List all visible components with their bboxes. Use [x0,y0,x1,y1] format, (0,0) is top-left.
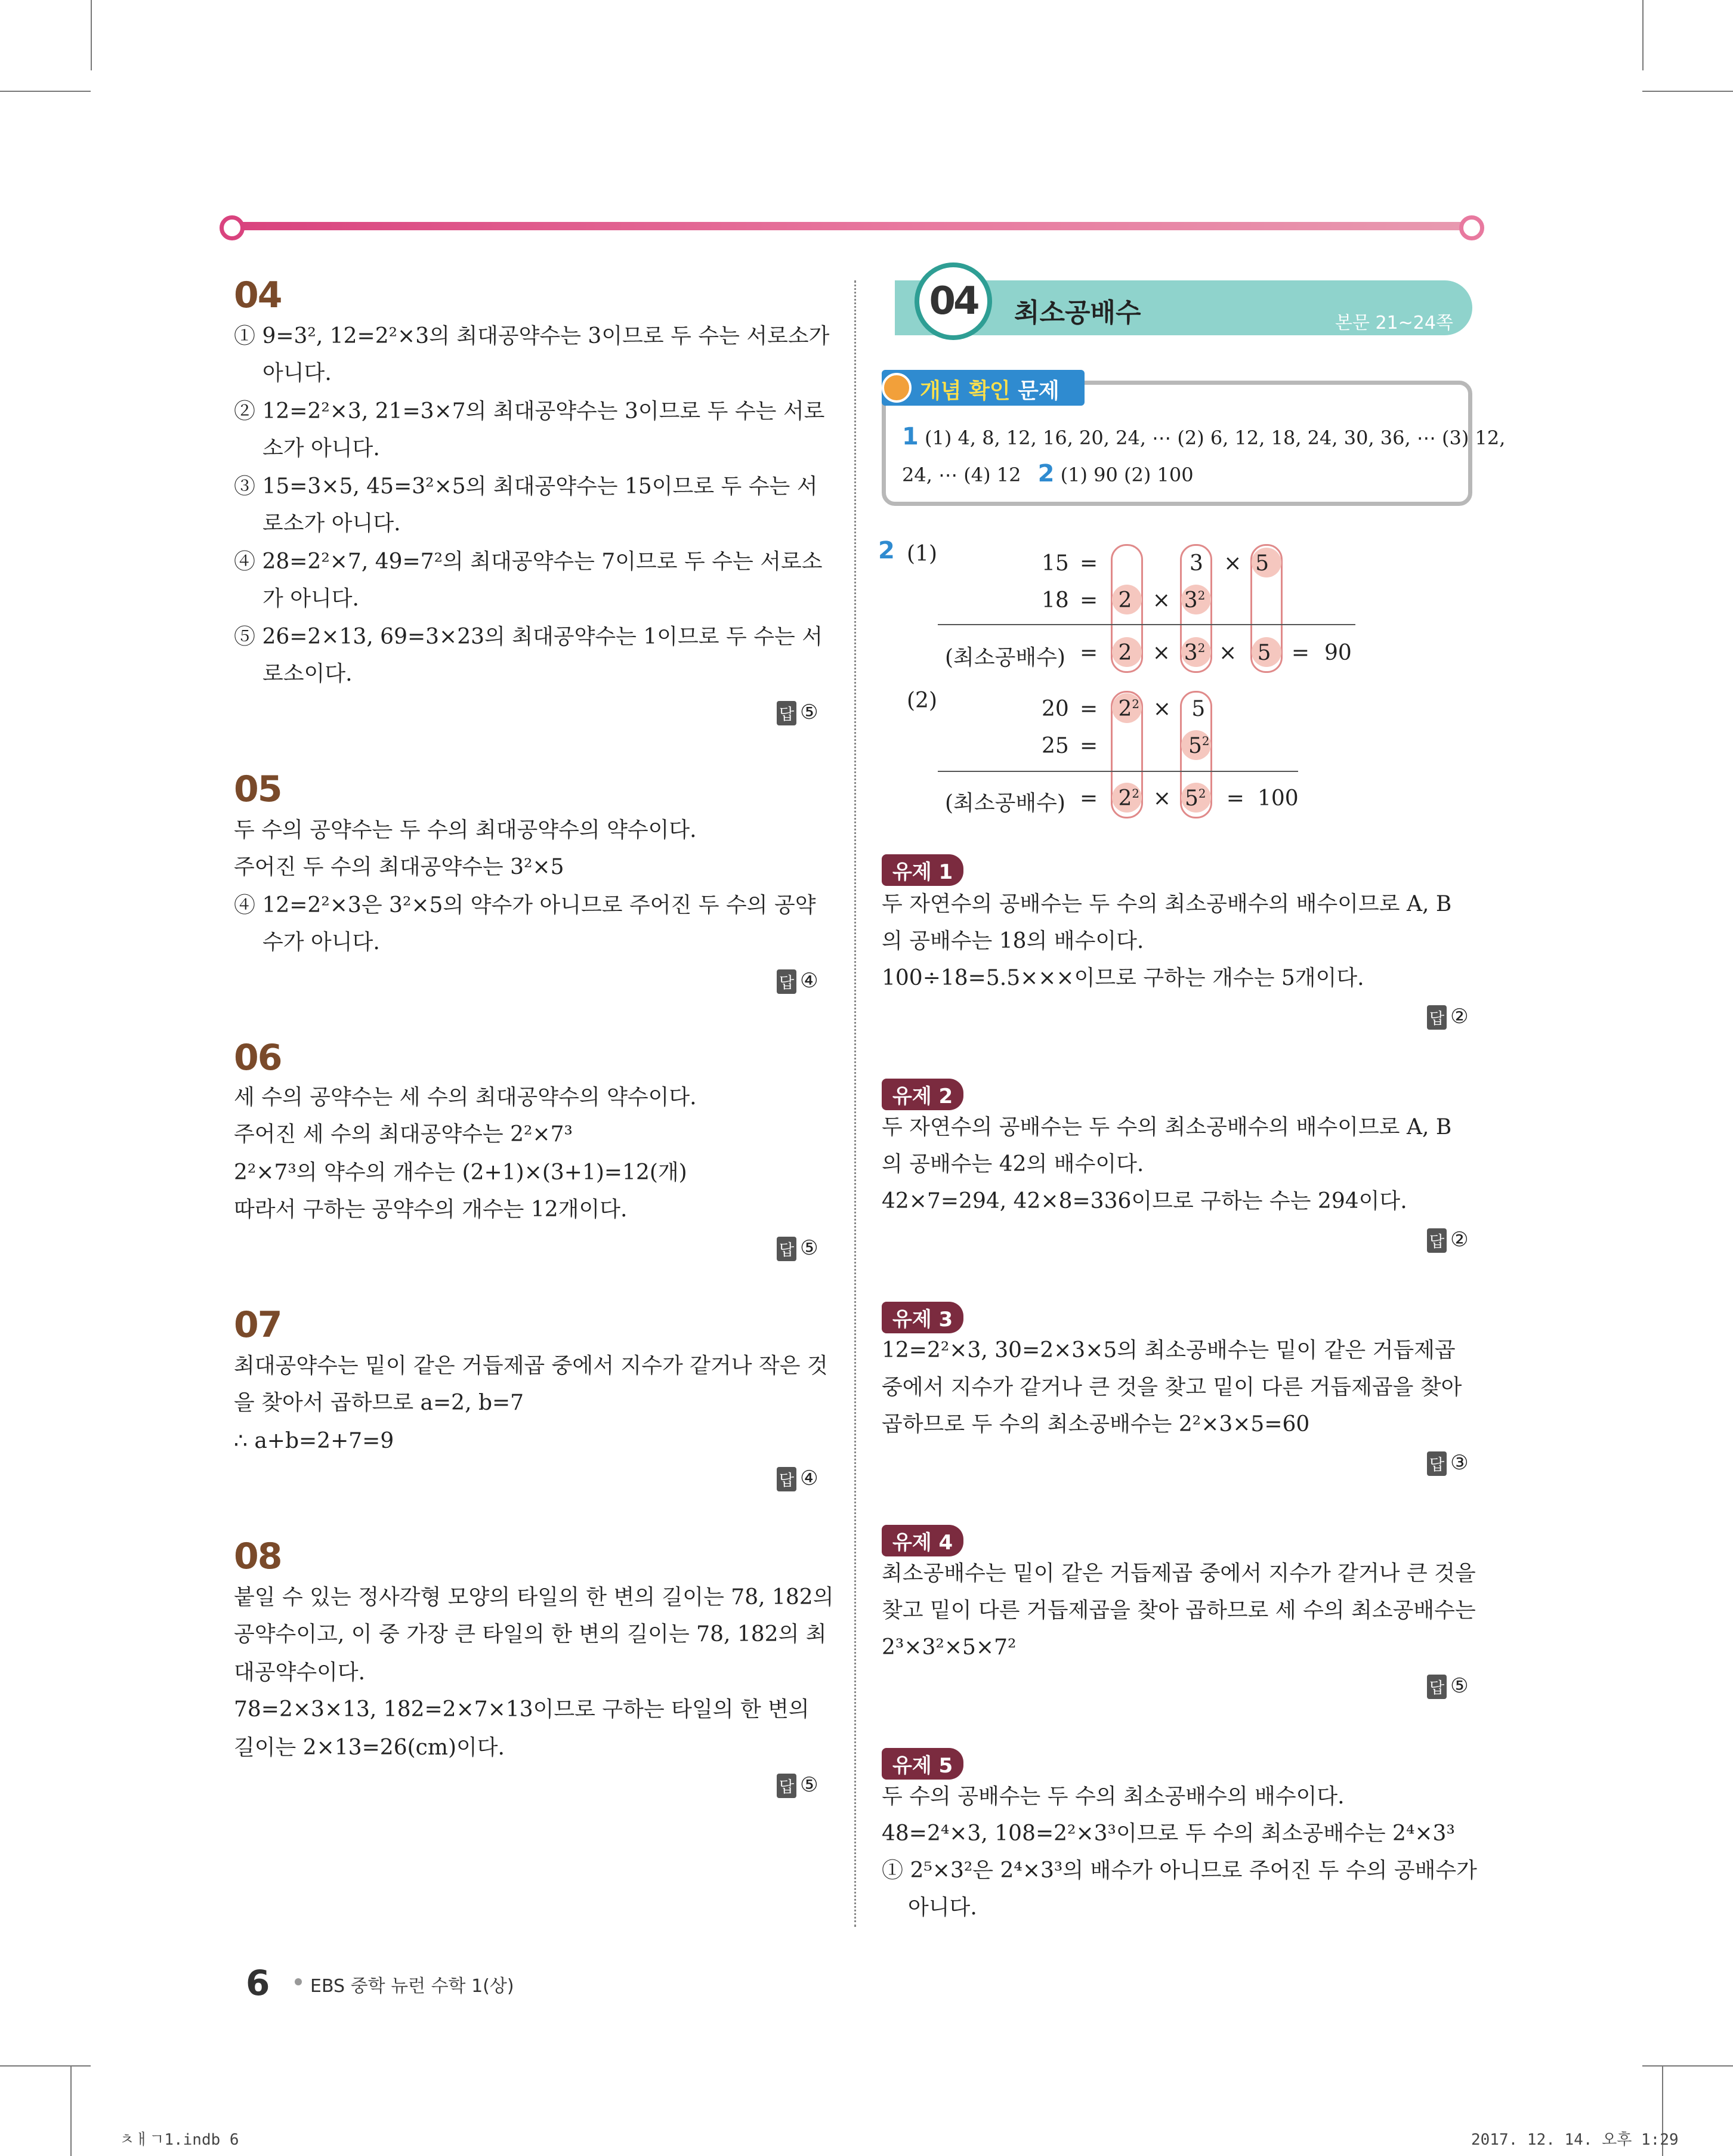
text-line: 따라서 구하는 공약수의 개수는 12개이다. [234,1197,628,1222]
text-line: 주어진 세 수의 최대공약수는 2²×7³ [234,1122,573,1147]
lcm-result: 100 [1258,786,1299,811]
text-line: 공약수이고, 이 중 가장 큰 타일의 한 변의 길이는 78, 182의 최 [234,1622,827,1647]
text-line: 길이는 2×13=26(cm)이다. [234,1735,505,1760]
answer-value: ⑤ [1450,1674,1469,1698]
answer-label: 답 [1427,1228,1447,1253]
print-slug-left: ㅊㅐㄱ1.indb 6 [119,2131,239,2149]
factor-row: = $2^2 \times 5$ [1080,697,1206,721]
text-line: 48=2⁴×3, 108=2²×3³이므로 두 수의 최소공배수는 2⁴×3³ [882,1821,1455,1846]
question-number: 08 [234,1536,282,1577]
crop-mark [0,2065,91,2067]
column-divider [854,280,856,1927]
answer-label: 답 [777,1467,796,1491]
bullet-dot [295,1978,302,1985]
crop-mark [1642,2065,1733,2067]
text-line: 로소가 아니다. [262,511,401,536]
text-line: 2³×3²×5×7² [882,1635,1017,1660]
table-rule [938,624,1355,625]
exercise-tag: 유제 4 [882,1525,963,1556]
page-number: 6 [246,1963,270,2003]
answer [777,700,818,725]
answer [777,1466,818,1491]
text-line: 가 아니다. [262,586,359,611]
answer [1427,1674,1469,1699]
factor-row: = $2 \times 3^2 \times 5$ = [1080,641,1310,665]
factor-row: $5^2$ [1188,734,1210,758]
factor-row-number: 15 [1042,551,1069,576]
answer-label: 답 [777,701,796,725]
sub-problem-label: (2) [907,688,937,713]
answer-label: 답 [1427,1005,1447,1030]
problem-number: 2 [878,537,895,564]
text-line: 세 수의 공약수는 세 수의 최대공약수의 약수이다. [234,1085,697,1110]
text-line: 12=2²×3, 30=2×3×5의 최소공배수는 밑이 같은 거듭제곱 [882,1338,1456,1363]
question-number: 06 [234,1037,282,1079]
answer-label: 답 [1427,1451,1447,1476]
answer-value: ② [1450,1005,1469,1028]
crop-mark [70,2065,72,2156]
text-line: 수가 아니다. [262,930,380,955]
question-number: 04 [234,274,282,316]
answer-value: ⑤ [800,1773,818,1797]
table-rule [938,771,1298,772]
text-line: 두 자연수의 공배수는 두 수의 최소공배수의 배수이므로 A, B [882,1115,1452,1139]
text-line: 중에서 지수가 같거나 큰 것을 찾고 밑이 다른 거듭제곱을 찾아 [882,1375,1462,1400]
print-slug-right: 2017. 12. 14. 오후 1:29 [1471,2131,1679,2149]
lightbulb-icon [882,373,912,403]
answer-label: 답 [777,969,796,994]
answer [777,969,818,994]
text-line: 의 공배수는 18의 배수이다. [882,929,1144,953]
answer-value: ③ [1450,1451,1469,1475]
exercise-tag: 유제 2 [882,1079,963,1110]
text-line: 주어진 두 수의 최대공약수는 3²×5 [234,855,564,879]
text-line: 붙일 수 있는 정사각형 모양의 타일의 한 변의 길이는 78, 182의 [234,1585,834,1610]
answer-value: ② [1450,1228,1469,1252]
answer-label: 답 [1427,1675,1447,1699]
section-title: 최소공배수 [1014,298,1141,328]
text-line: ∴ a+b=2+7=9 [234,1429,394,1453]
text-line: 대공약수이다. [234,1660,366,1685]
answer-label: 답 [777,1237,796,1261]
exercise-tag: 유제 1 [882,854,963,886]
text-line: 두 수의 공배수는 두 수의 최소공배수의 배수이다. [882,1784,1345,1809]
crop-mark [1642,91,1733,92]
answer-value: ④ [800,1466,818,1490]
factor-row: = [1080,551,1098,576]
book-title: EBS 중학 뉴런 수학 1(상) [310,1976,514,1997]
lcm-result: 90 [1324,641,1352,665]
text-line: 아니다. [262,361,332,385]
answer-value: ④ [800,969,818,993]
page-reference: 본문 21~24쪽 [1335,313,1453,333]
top-ribbon [236,222,1476,230]
answer [1427,1228,1469,1253]
text-line: 최대공약수는 밑이 같은 거듭제곱 중에서 지수가 같거나 작은 것 [234,1354,828,1378]
crop-mark [0,91,91,92]
factor-row: 3 × 5 [1190,551,1269,576]
factor-row: = $2^2 \times 5^2$ = [1080,786,1244,811]
lcm-label: (최소공배수) [945,791,1065,816]
text-line: ① 2⁵×3²은 2⁴×3³의 배수가 아니므로 주어진 두 수의 공배수가 [882,1858,1477,1883]
ribbon-end-dot [220,215,245,240]
text-line: 두 수의 공약수는 두 수의 최대공약수의 약수이다. [234,818,697,842]
crop-mark [91,0,92,70]
answer [777,1236,818,1261]
question-number: 07 [234,1304,282,1346]
text-line: ④ 12=2²×3은 3²×5의 약수가 아니므로 주어진 두 수의 공약 [234,893,816,918]
text-line: 로소이다. [262,662,353,686]
question-number: 05 [234,768,282,810]
text-line: 아니다. [908,1895,977,1920]
exercise-tag: 유제 3 [882,1302,963,1333]
factor-row: = $2 \times 3^2$ [1080,588,1206,613]
answer-label: 답 [777,1774,796,1798]
factor-row-number: 25 [1042,734,1069,758]
text-line: ④ 28=2²×7, 49=7²의 최대공약수는 7이므로 두 수는 서로소 [234,549,823,574]
text-line: 78=2×3×13, 182=2×7×13이므로 구하는 타일의 한 변의 [234,1697,810,1722]
text-line: 의 공배수는 42의 배수이다. [882,1152,1144,1176]
text-line: ⑤ 26=2×13, 69=3×23의 최대공약수는 1이므로 두 수는 서 [234,625,823,649]
text-line: 2²×7³의 약수의 개수는 (2+1)×(3+1)=12(개) [234,1160,687,1185]
text-line: 소가 아니다. [262,436,380,461]
text-line: ② 12=2²×3, 21=3×7의 최대공약수는 3이므로 두 수는 서로 [234,399,825,424]
answer [777,1773,818,1798]
factor-row-number: 18 [1042,588,1069,613]
answer-value: ⑤ [800,1236,818,1260]
crop-mark [1642,0,1644,70]
concept-answer-line: 1 (1) 4, 8, 12, 16, 20, 24, ⋯ (2) 6, 12, 18, 24, 30, 36, ⋯ (3) 12, [902,423,1506,450]
concept-answer-line: 24, ⋯ (4) 12 2 (1) 90 (2) 100 [902,460,1194,487]
text-line: 두 자연수의 공배수는 두 수의 최소공배수의 배수이므로 A, B [882,892,1452,916]
text-line: ③ 15=3×5, 45=3²×5의 최대공약수는 15이므로 두 수는 서 [234,474,818,499]
answer [1427,1451,1469,1476]
sub-problem-label: (1) [907,542,937,566]
factor-row-number: 20 [1042,697,1069,721]
text-line: 최소공배수는 밑이 같은 거듭제곱 중에서 지수가 같거나 큰 것을 [882,1561,1476,1586]
text-line: 곱하므로 두 수의 최소공배수는 2²×3×5=60 [882,1412,1310,1437]
answer-value: ⑤ [800,700,818,724]
exercise-tag: 유제 5 [882,1748,963,1780]
text-line: ① 9=3², 12=2²×3의 최대공약수는 3이므로 두 수는 서로소가 [234,324,830,348]
factor-row: = [1080,734,1098,758]
text-line: 100÷18=5.5×××이므로 구하는 개수는 5개이다. [882,966,1364,990]
ribbon-end-dot [1459,215,1484,240]
answer [1427,1005,1469,1030]
text-line: 을 찾아서 곱하므로 a=2, b=7 [234,1391,524,1415]
section-number-badge: 04 [915,262,992,340]
text-line: 42×7=294, 42×8=336이므로 구하는 수는 294이다. [882,1189,1407,1213]
lcm-label: (최소공배수) [945,645,1065,670]
concept-check-label: 개념 확인 문제 [920,379,1059,403]
text-line: 찾고 밑이 다른 거듭제곱을 찾아 곱하므로 세 수의 최소공배수는 [882,1598,1476,1623]
